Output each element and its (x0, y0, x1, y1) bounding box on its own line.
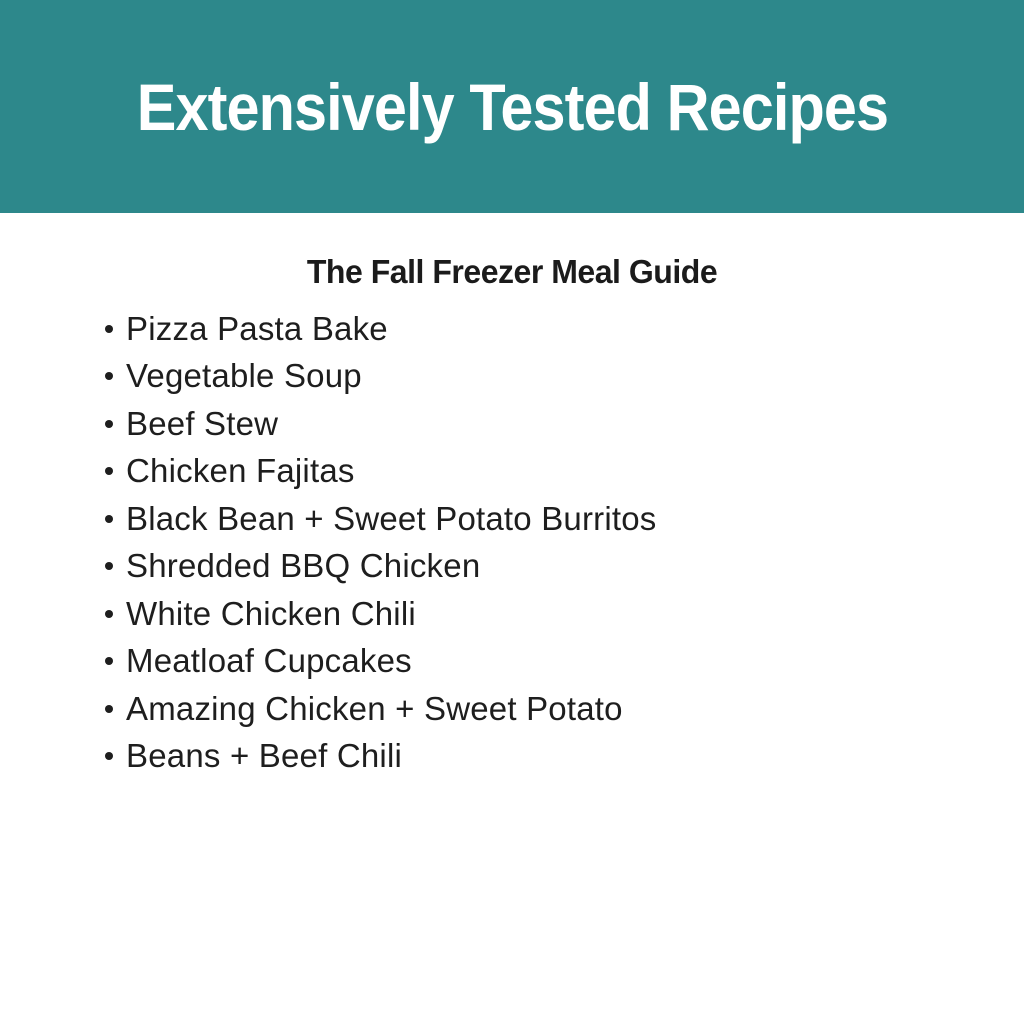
list-item (105, 733, 927, 781)
list-item (105, 590, 927, 638)
recipe-list (105, 305, 927, 780)
list-item (105, 638, 927, 686)
header-banner (0, 0, 1024, 213)
bullet-icon (105, 752, 113, 760)
recipe-name: Amazing Chicken + Sweet Potato (126, 689, 623, 727)
bullet-icon (105, 657, 113, 665)
list-item (105, 495, 927, 543)
list-item (105, 685, 927, 733)
recipe-name: White Chicken Chili (126, 594, 416, 632)
list-item (105, 400, 927, 448)
bullet-icon (105, 562, 113, 570)
guide-heading: The Fall Freezer Meal Guide (306, 253, 718, 290)
recipe-name: Pizza Pasta Bake (126, 309, 388, 347)
bullet-icon (105, 467, 113, 475)
recipe-name: Beef Stew (126, 404, 279, 442)
recipe-name: Black Bean + Sweet Potato Burritos (126, 499, 657, 537)
list-item (105, 305, 927, 353)
bullet-icon (105, 705, 113, 713)
list-item (105, 448, 927, 496)
recipe-name: Meatloaf Cupcakes (126, 642, 412, 680)
recipe-name: Beans + Beef Chili (126, 737, 403, 775)
list-item (105, 543, 927, 591)
bullet-icon (105, 515, 113, 523)
recipe-name: Vegetable Soup (126, 357, 362, 395)
bullet-icon (105, 610, 113, 618)
list-item (105, 353, 927, 401)
content-area (97, 213, 927, 780)
recipe-name: Chicken Fajitas (126, 452, 355, 490)
page-title: Extensively Tested Recipes (136, 69, 888, 144)
recipe-name: Shredded BBQ Chicken (126, 547, 481, 585)
bullet-icon (105, 372, 113, 380)
bullet-icon (105, 420, 113, 428)
bullet-icon (105, 325, 113, 333)
